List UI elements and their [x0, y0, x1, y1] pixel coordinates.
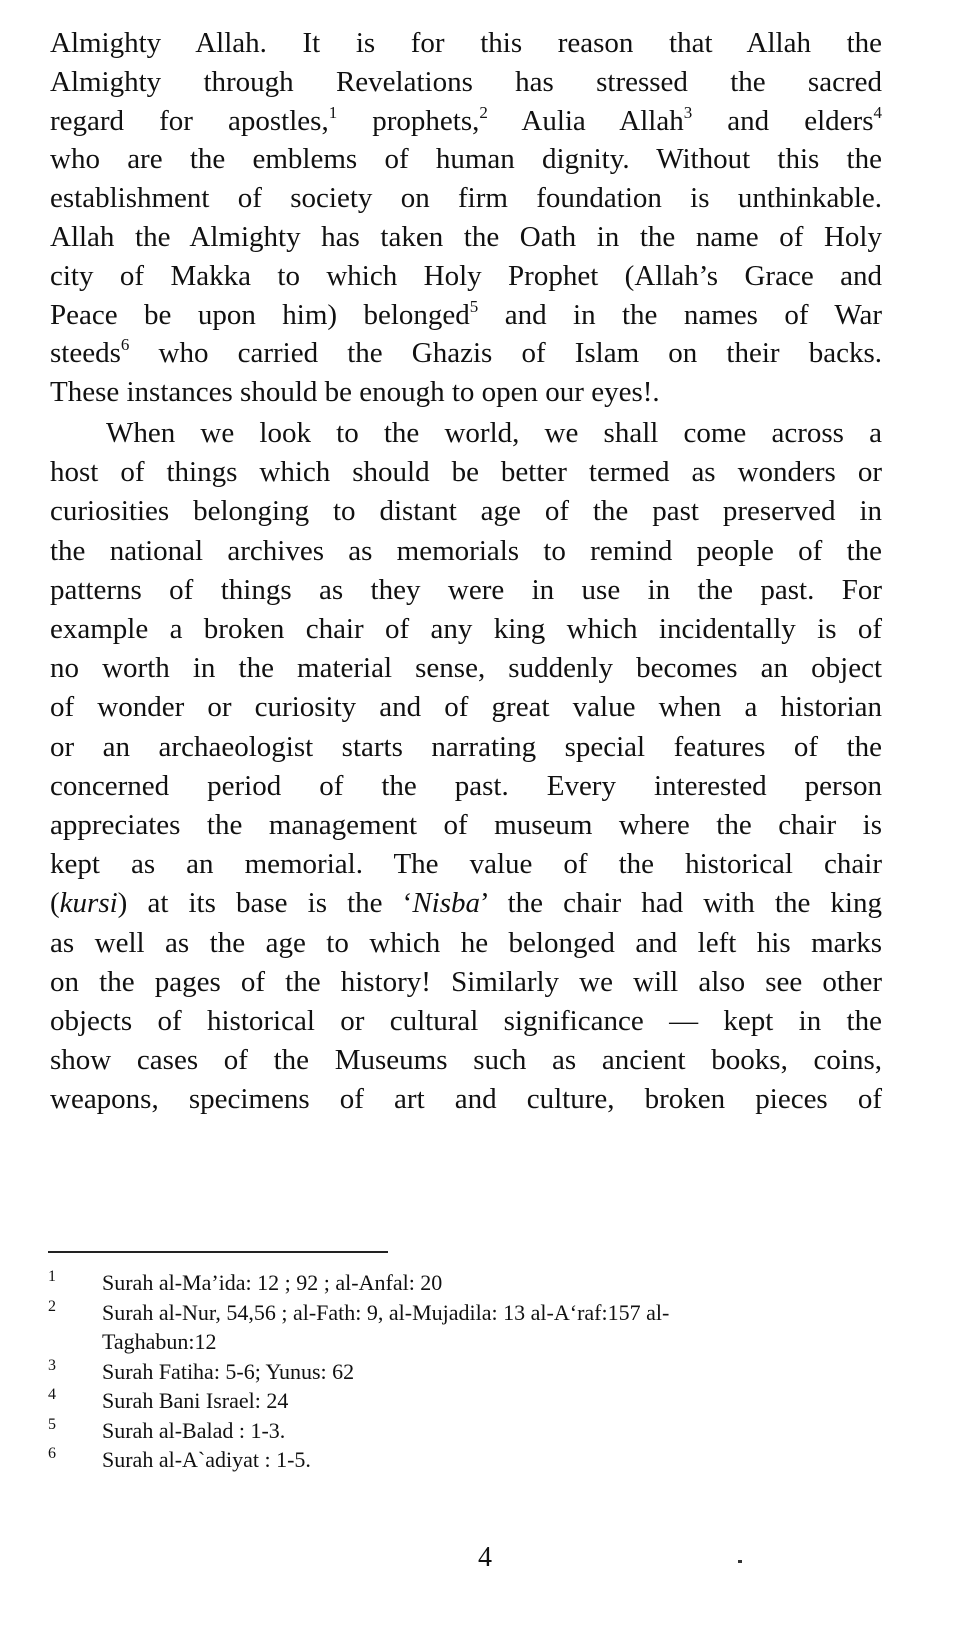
text-line	[50, 1041, 882, 1080]
text-segment: show cases of the Museums such as ancient books, coins,	[50, 1044, 882, 1077]
text-segment: no worth in the material sense, suddenly becomes an object	[50, 652, 882, 685]
text-line	[50, 102, 882, 141]
text-line	[50, 218, 882, 257]
page-number: 4	[478, 1542, 492, 1573]
text-segment: kept as an memorial. The value of the historical chair	[50, 848, 882, 881]
footnote-number: 3	[48, 1356, 56, 1374]
text-segment: patterns of things as they were in use in the past. For	[50, 573, 882, 606]
text-segment: example a broken chair of any king which incidentally is of	[50, 613, 882, 645]
text-segment: These instances should be enough to open our eyes!.	[50, 376, 660, 409]
text-line	[50, 1002, 882, 1041]
footnote-ref: 3	[683, 102, 693, 122]
text-line	[50, 179, 882, 218]
text-line	[50, 24, 882, 63]
text-segment: ’ the chair had with the king	[480, 887, 882, 920]
text-line	[50, 728, 882, 767]
text-segment: regard for apostles,	[50, 104, 329, 137]
footnote-text: Surah Bani Israel: 24	[102, 1388, 289, 1413]
footnote-separator	[48, 1251, 388, 1253]
text-segment: of wonder or curiosity and of great value when a historian	[50, 691, 882, 724]
footnote-text: Taghabun:12	[102, 1328, 217, 1354]
text-line	[50, 296, 882, 335]
text-segment: Almighty Allah. It is for this reason that Allah the	[50, 27, 882, 59]
text-segment: on the pages of the history! Similarly we will also see other	[50, 965, 882, 998]
text-segment: Aulia Allah	[487, 104, 684, 137]
footnote-ref: 4	[873, 102, 882, 122]
text-line	[50, 649, 882, 688]
text-line	[50, 610, 882, 649]
text-segment: weapons, specimens of art and culture, broken pieces of	[50, 1083, 882, 1116]
text-segment: and in the names of War	[478, 298, 883, 331]
text-segment: concerned period of the past. Every interested person	[50, 769, 882, 802]
text-line	[50, 1080, 882, 1119]
text-segment: who carried the Ghazis of Islam on their backs.	[129, 337, 882, 370]
text-segment: curiosities belonging to distant age of the past preserved in	[50, 495, 882, 528]
text-segment: prophets,	[337, 104, 480, 137]
footnote-text: Surah al-A`adiyat : 1-5.	[102, 1447, 311, 1472]
footnote-number: 2	[48, 1297, 56, 1315]
footnote-ref: 1	[328, 102, 338, 122]
text-segment: and elders	[692, 104, 874, 137]
text-line	[50, 140, 882, 179]
text-segment: who are the emblems of human dignity. Without this the	[50, 143, 882, 176]
text-segment: establishment of society on firm foundation is unthinkable.	[50, 182, 882, 215]
text-line	[50, 492, 882, 531]
text-line	[50, 884, 882, 923]
footnote-ref: 6	[120, 335, 130, 355]
text-segment: steeds	[50, 337, 121, 370]
text-segment: city of Makka to which Holy Prophet (Allah’s Grace and	[50, 259, 882, 292]
footnote-text: Surah al-Nur, 54,56 ; al-Fath: 9, al-Mujadila: 13 al-A‘raf:157 al-	[102, 1299, 670, 1325]
text-line	[50, 688, 882, 727]
footnote-text: Surah Fatiha: 5-6; Yunus: 62	[102, 1358, 355, 1384]
text-segment: kursi	[59, 887, 118, 920]
text-line	[50, 767, 882, 806]
text-line	[50, 373, 882, 412]
text-segment: ) at its base is the ‘	[117, 887, 413, 920]
text-segment: host of things which should be better termed as wonders or	[50, 456, 882, 489]
text-segment: appreciates the management of museum where the chair is	[50, 809, 882, 841]
text-segment: Almighty through Revelations has stressed the sacred	[50, 65, 882, 98]
text-segment: or an archaeologist starts narrating special features of the	[50, 730, 882, 763]
text-segment: as well as the age to which he belonged and left his marks	[50, 926, 882, 959]
footnote-number: 6	[48, 1445, 56, 1462]
text-line	[50, 571, 882, 610]
footnote-ref: 5	[469, 296, 479, 316]
text-line	[50, 963, 882, 1002]
footnote-number: 1	[48, 1268, 56, 1285]
text-line	[106, 414, 882, 453]
scan-speck	[738, 1560, 742, 1563]
text-segment: Nisba	[412, 887, 480, 920]
text-line	[50, 806, 882, 845]
text-line	[50, 453, 882, 492]
footnote-text: Surah al-Ma’ida: 12 ; 92 ; al-Anfal: 20	[102, 1270, 443, 1295]
text-line	[50, 334, 882, 373]
text-segment: objects of historical or cultural significance — kept in the	[50, 1005, 882, 1037]
text-segment: (	[50, 887, 60, 920]
text-line	[50, 924, 882, 963]
text-segment: Peace be upon him) belonged	[50, 298, 470, 331]
text-segment: the national archives as memorials to remind people of the	[50, 534, 882, 567]
footnote-ref: 2	[479, 102, 488, 122]
text-line	[50, 257, 882, 296]
text-line	[50, 845, 882, 884]
footnote-number: 4	[48, 1386, 56, 1403]
text-line	[50, 63, 882, 102]
text-segment: Allah the Almighty has taken the Oath in the name of Holy	[50, 221, 882, 253]
footnote-text: Surah al-Balad : 1-3.	[102, 1417, 286, 1443]
footnote-number: 5	[48, 1415, 56, 1433]
text-line	[50, 532, 882, 571]
text-segment: When we look to the world, we shall come across a	[106, 417, 882, 449]
